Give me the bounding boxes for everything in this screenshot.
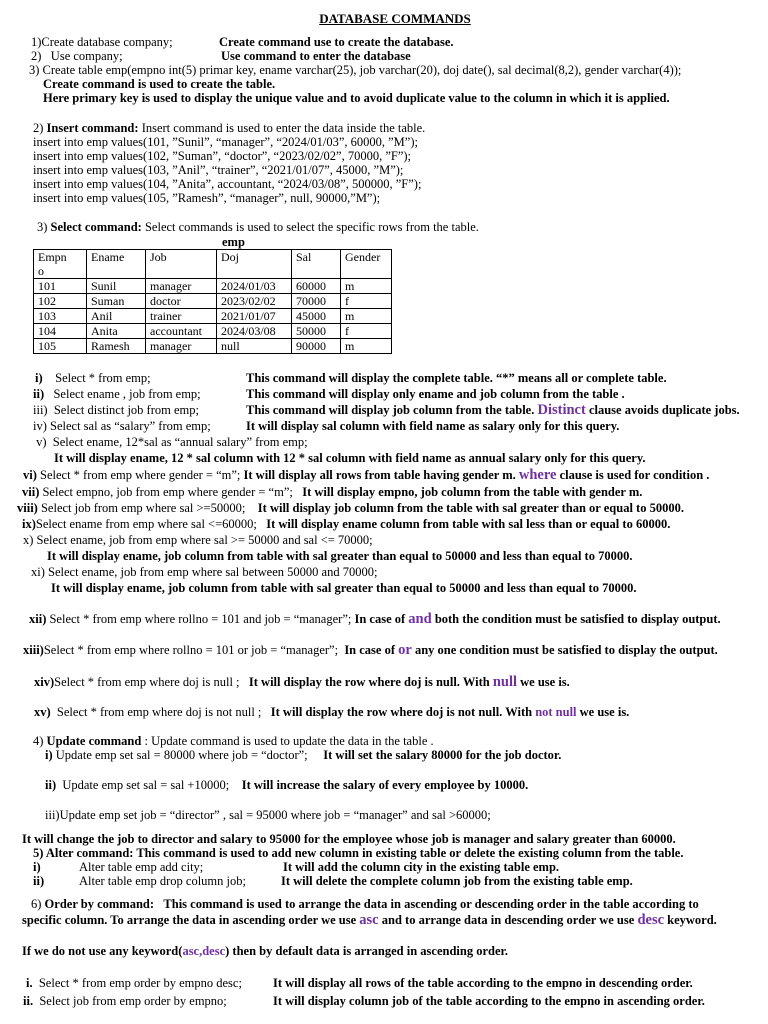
desc-text: It will display the row where doj is not null. With [270, 705, 533, 719]
alter-item-ii-desc: It will delete the complete column job from the existing table emp. [281, 874, 633, 888]
item-number: v) [36, 435, 47, 449]
header-job: Job [146, 250, 217, 279]
select-item-x [23, 533, 373, 548]
cell: manager [146, 339, 217, 354]
desc-text: It will display empno, job column from the table with gender m. [302, 485, 643, 499]
header-empno: Empn o [34, 250, 87, 279]
cell: 103 [34, 309, 87, 324]
keyword-asc: asc [359, 912, 379, 928]
select-item-xiii [23, 643, 718, 658]
desc-text: If we do not use any keyword( [22, 944, 183, 958]
keyword-or: or [398, 642, 412, 658]
query-text: Select ename, job from emp where sal >= 50000 and sal <= 70000; [36, 533, 373, 547]
cell: 2024/03/08 [217, 324, 292, 339]
select-item-xii [29, 612, 721, 627]
query-text: Select job from emp where sal >=50000; [40, 501, 246, 515]
item-number: i) [35, 371, 43, 385]
cell: doctor [146, 294, 217, 309]
query-text: Select * from emp where doj is not null ; [56, 705, 262, 719]
cell: null [217, 339, 292, 354]
item-number: vii) [22, 485, 40, 499]
insert-row: insert into emp values(101, ”Sunil”, “manager”, “2024/01/03”, 60000, ”M”); [33, 135, 418, 149]
create-table-desc: Create command is used to create the table. [43, 77, 276, 91]
cell: Ramesh [87, 339, 146, 354]
query-text: Select empno, job from emp where gender = “m”; [42, 485, 293, 499]
cell: trainer [146, 309, 217, 324]
query-text: Use company; [50, 49, 123, 63]
select-item-v [33, 435, 308, 450]
item-number: xv) [34, 705, 51, 719]
alter-item-i-query: Alter table emp add city; [79, 860, 204, 874]
table-row [34, 294, 392, 309]
update-item-i [45, 748, 561, 763]
command-desc: Insert command is used to enter the data inside the table. [141, 121, 426, 135]
desc-text: any one condition must be satisfied to display the output. [414, 643, 718, 657]
select-item-ii-desc: This command will display only ename and job column from the table . [246, 387, 625, 401]
query-text: Select * from emp order by empno desc; [38, 976, 242, 990]
item-number: ii. [23, 994, 34, 1008]
header-sal: Sal [292, 250, 341, 279]
item-number: ii) [45, 778, 57, 792]
cell: f [341, 324, 392, 339]
item-number: 6) [31, 897, 42, 911]
select-item-iii [33, 403, 199, 418]
desc-text: In case of [354, 612, 406, 626]
create-db-desc: Create command use to create the database. [219, 35, 454, 49]
query-text: Select ename, 12*sal as “annual salary” from emp; [52, 435, 308, 449]
query-text: Select * from emp; [55, 371, 151, 385]
item-number: iii) [33, 403, 48, 417]
keyword-distinct: Distinct [537, 402, 586, 418]
cell: 101 [34, 279, 87, 294]
keyword-desc: desc [637, 912, 665, 928]
alter-heading: 5) Alter command: This command is used to add new column in existing table or delete the existing column from the table. [33, 846, 684, 860]
select-item-vi [23, 468, 709, 483]
cell: 2024/01/03 [217, 279, 292, 294]
command-desc: Select commands is used to select the specific rows from the table. [144, 220, 479, 234]
table-row [34, 339, 392, 354]
select-item-x-desc: It will display ename, job column from table with sal greater than equal to 50000 and less than equal to 70000. [47, 549, 633, 563]
order-heading [31, 897, 699, 912]
select-item-v-desc: It will display ename, 12 * sal column with 12 * sal column with field name as annual salary only for this query. [54, 451, 646, 465]
select-item-xv [34, 705, 629, 720]
cell: manager [146, 279, 217, 294]
cell: Anil [87, 309, 146, 324]
query-text: Select ename , job from emp; [53, 387, 201, 401]
desc-text: ) then by default data is arranged in ascending order. [225, 944, 509, 958]
create-table-line: 3) Create table emp(empno int(5) primar key, ename varchar(25), job varchar(20), doj date(), sal decimal(8,2), gender varchar(4)); [29, 63, 682, 77]
order-line-3 [22, 944, 508, 959]
alter-item-i-desc: It will add the column city in the existing table emp. [283, 860, 560, 874]
table-row [34, 309, 392, 324]
header-ename: Ename [87, 250, 146, 279]
order-line-2 [22, 913, 717, 928]
header-doj: Doj [217, 250, 292, 279]
cell: m [341, 279, 392, 294]
update-heading [33, 734, 434, 749]
keyword-and: and [408, 611, 432, 627]
keyword-where: where [518, 467, 557, 483]
query-text: Select * from emp where gender = “m”; [40, 468, 241, 482]
update-item-iii-desc: It will change the job to director and salary to 95000 for the employee whose job is manager and salary greater than 60000. [22, 832, 676, 846]
desc-text: It will display ename column from table with sal less than or equal to 60000. [266, 517, 671, 531]
select-heading [37, 220, 479, 235]
desc-text: both the condition must be satisfied to display output. [434, 612, 721, 626]
cell: 105 [34, 339, 87, 354]
query-text: Select * from emp where rollno = 101 or job = “manager”; [43, 643, 339, 657]
cell: Sunil [87, 279, 146, 294]
use-db-line [31, 49, 123, 64]
item-number: 2) [33, 121, 44, 135]
alter-item-ii-query: Alter table emp drop column job; [79, 874, 246, 888]
select-item-ix [22, 517, 670, 532]
item-number: i. [26, 976, 33, 990]
query-text: Select ename, job from emp where sal between 50000 and 70000; [48, 565, 378, 579]
table-row [34, 279, 392, 294]
item-number: ii) [33, 874, 45, 888]
query-text: Select * from emp where rollno = 101 and job = “manager”; [49, 612, 352, 626]
desc-text: In case of [344, 643, 396, 657]
desc-text: we use is. [579, 705, 630, 719]
command-desc: : Update command is used to update the data in the table . [144, 734, 434, 748]
table-row [34, 324, 392, 339]
alter-item-ii [33, 874, 44, 889]
keyword-null: null [492, 674, 518, 690]
order-item-ii-desc: It will display column job of the table according to the empno in ascending order. [273, 994, 705, 1008]
primary-key-desc: Here primary key is used to display the unique value and to avoid duplicate value to the column in which it is applied. [43, 91, 670, 105]
select-item-vii [22, 485, 642, 500]
command-name: Insert command: [46, 121, 139, 135]
cell: 104 [34, 324, 87, 339]
keyword-not-null: not null [535, 705, 577, 719]
insert-row: insert into emp values(103, ”Anil”, “trainer”, “2021/01/07”, 45000, ”M”); [33, 163, 404, 177]
command-desc: This command is used to arrange the data in ascending or descending order in the table according to [163, 897, 699, 911]
order-item-i [26, 976, 242, 991]
insert-row: insert into emp values(105, ”Ramesh”, “manager”, null, 90000,”M”); [33, 191, 381, 205]
select-item-iii-desc [246, 403, 740, 418]
item-number: i) [33, 860, 41, 874]
desc-text: clause avoids duplicate jobs. [588, 403, 740, 417]
cell: 50000 [292, 324, 341, 339]
item-number: 3) [37, 220, 48, 234]
keyword-asc-desc: asc,desc [182, 944, 226, 958]
item-number: iii) [45, 808, 60, 822]
item-number: xiv) [34, 675, 55, 689]
item-number: xiii) [23, 643, 44, 657]
item-number: 4) [33, 734, 44, 748]
item-number: xi) [31, 565, 45, 579]
item-number: iv) [33, 419, 47, 433]
desc-text: It will display the row where doj is null. With [248, 675, 490, 689]
query-text: Select sal as “salary” from emp; [50, 419, 211, 433]
cell: Suman [87, 294, 146, 309]
query-text: Select ename from emp where sal <=60000; [35, 517, 257, 531]
desc-text: It will set the salary 80000 for the job doctor. [323, 748, 562, 762]
select-item-i [35, 371, 151, 386]
header-gender: Gender [341, 250, 392, 279]
desc-text: This command will display job column from the table. [246, 403, 535, 417]
select-item-xi-desc: It will display ename, job column from table with sal greater than equal to 50000 and less than equal to 70000. [51, 581, 637, 595]
query-text: Select * from emp where doj is null ; [54, 675, 240, 689]
emp-table [33, 249, 392, 354]
cell: Anita [87, 324, 146, 339]
desc-text: It will display all rows from table having gender m. [243, 468, 516, 482]
insert-row: insert into emp values(104, ”Anita”, accountant, “2024/03/08”, 500000, ”F”); [33, 177, 422, 191]
cell: f [341, 294, 392, 309]
item-number: i) [45, 748, 53, 762]
desc-text: clause is used for condition . [559, 468, 710, 482]
create-db-line [31, 35, 173, 50]
alter-item-i [33, 860, 41, 875]
select-item-i-desc: This command will display the complete table. “*” means all or complete table. [246, 371, 667, 385]
item-number: ii) [33, 387, 45, 401]
select-item-xiv [34, 675, 570, 690]
item-number: xii) [29, 612, 47, 626]
cell: m [341, 339, 392, 354]
item-number: 2) [31, 49, 42, 63]
query-text: Create database company; [41, 35, 173, 49]
cell: 2021/01/07 [217, 309, 292, 324]
update-item-iii [45, 808, 491, 823]
command-name: Update command [46, 734, 142, 748]
cell: m [341, 309, 392, 324]
select-item-ii [33, 387, 201, 402]
page-title: DATABASE COMMANDS [319, 11, 471, 26]
query-text: Select distinct job from emp; [53, 403, 199, 417]
cell: accountant [146, 324, 217, 339]
table-caption: emp [222, 235, 245, 249]
query-text: Select job from emp order by empno; [39, 994, 227, 1008]
desc-text: and to arrange data in descending order we use [381, 913, 635, 927]
query-text: Update emp set sal = sal +10000; [62, 778, 230, 792]
item-number: ix) [22, 517, 36, 531]
command-name: Order by command: [44, 897, 155, 911]
order-item-ii [23, 994, 227, 1009]
command-name: Select command: [50, 220, 142, 234]
table-header-row [34, 250, 392, 279]
order-item-i-desc: It will display all rows of the table according to the empno in descending order. [273, 976, 693, 990]
use-db-desc: Use command to enter the database [221, 49, 411, 63]
desc-text: It will increase the salary of every employee by 10000. [241, 778, 529, 792]
item-number: x) [23, 533, 34, 547]
desc-text: keyword. [667, 913, 717, 927]
cell: 102 [34, 294, 87, 309]
insert-row: insert into emp values(102, ”Suman”, “doctor”, “2023/02/02”, 70000, ”F”); [33, 149, 412, 163]
cell: 45000 [292, 309, 341, 324]
insert-heading [33, 121, 425, 136]
cell: 2023/02/02 [217, 294, 292, 309]
item-number: vi) [23, 468, 37, 482]
cell: 90000 [292, 339, 341, 354]
item-number: 1) [31, 35, 42, 49]
select-item-iv-desc: It will display sal column with field name as salary only for this query. [246, 419, 620, 433]
desc-text: specific column. To arrange the data in ascending order we use [22, 913, 357, 927]
cell: 60000 [292, 279, 341, 294]
desc-text: It will display job column from the table with sal greater than or equal to 50000. [257, 501, 684, 515]
select-item-iv [33, 419, 211, 434]
desc-text: we use is. [520, 675, 570, 689]
cell: 70000 [292, 294, 341, 309]
select-item-xi [31, 565, 377, 580]
query-text: Update emp set sal = 80000 where job = “doctor”; [55, 748, 308, 762]
update-item-ii [45, 778, 528, 793]
item-number: viii) [17, 501, 38, 515]
query-text: Update emp set job = “director” , sal = 95000 where job = “manager” and sal >60000; [59, 808, 491, 822]
select-item-viii [17, 501, 684, 516]
